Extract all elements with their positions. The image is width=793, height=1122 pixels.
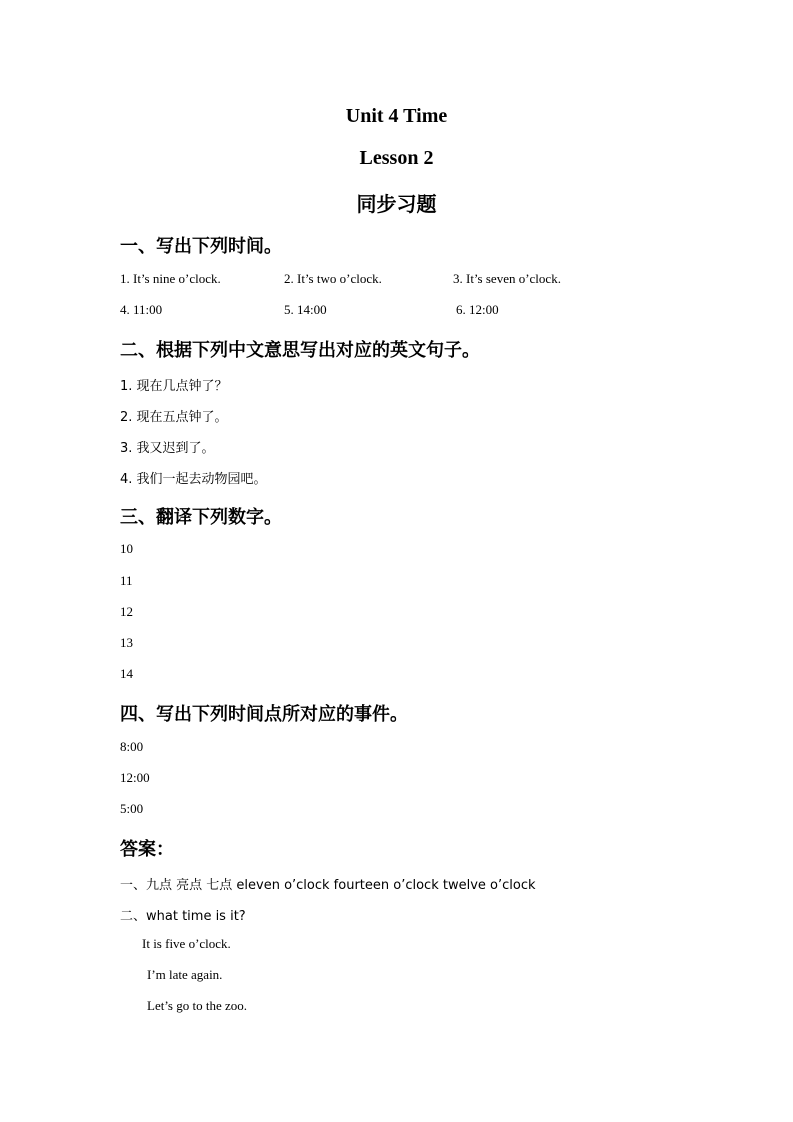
- answer-line: Let’s go to the zoo.: [147, 998, 248, 1013]
- section-1-item: 5. 14:00: [284, 302, 327, 317]
- section-2-item: 1. 现在几点钟了？: [120, 379, 228, 394]
- section-4-item: 12:00: [120, 770, 150, 785]
- section-3-item: 14: [120, 666, 133, 681]
- answers-heading: 答案：: [120, 839, 174, 860]
- section-1-item: 4. 11:00: [120, 302, 163, 317]
- answer-line: 一、九点 亮点 七点 eleven o’clock fourteen o’clock twelve o’clock: [120, 878, 536, 893]
- section-2-item: 3. 我又迟到了。: [120, 441, 215, 456]
- unit-title: Unit 4 Time: [345, 105, 448, 127]
- answer-line: I’m late again.: [147, 967, 223, 982]
- section-3-heading: 三、翻译下列数字。: [120, 507, 282, 528]
- section-1-item: 2. It’s two o’clock.: [284, 271, 382, 286]
- section-2-heading: 二、根据下列中文意思写出对应的英文句子。: [120, 340, 480, 361]
- exercise-subtitle: 同步习题: [356, 192, 437, 216]
- section-3-item: 11: [120, 573, 133, 588]
- section-1-item: 1. It’s nine o’clock.: [120, 271, 221, 286]
- answer-line: 二、what time is it?: [120, 909, 246, 924]
- answer-line: It is five o’clock.: [142, 936, 231, 951]
- section-4-item: 5:00: [120, 801, 144, 816]
- section-2-item: 4. 我们一起去动物园吧。: [120, 472, 267, 487]
- section-1-item: 3. It’s seven o’clock.: [453, 271, 561, 286]
- section-3-item: 12: [120, 604, 133, 619]
- section-2-item: 2. 现在五点钟了。: [120, 410, 228, 425]
- lesson-title: Lesson 2: [359, 147, 434, 169]
- section-1-item: 6. 12:00: [456, 302, 499, 317]
- section-4-heading: 四、写出下列时间点所对应的事件。: [120, 704, 408, 725]
- section-4-item: 8:00: [120, 739, 144, 754]
- section-3-item: 10: [120, 541, 133, 556]
- section-1-heading: 一、写出下列时间。: [120, 236, 282, 257]
- section-3-item: 13: [120, 635, 133, 650]
